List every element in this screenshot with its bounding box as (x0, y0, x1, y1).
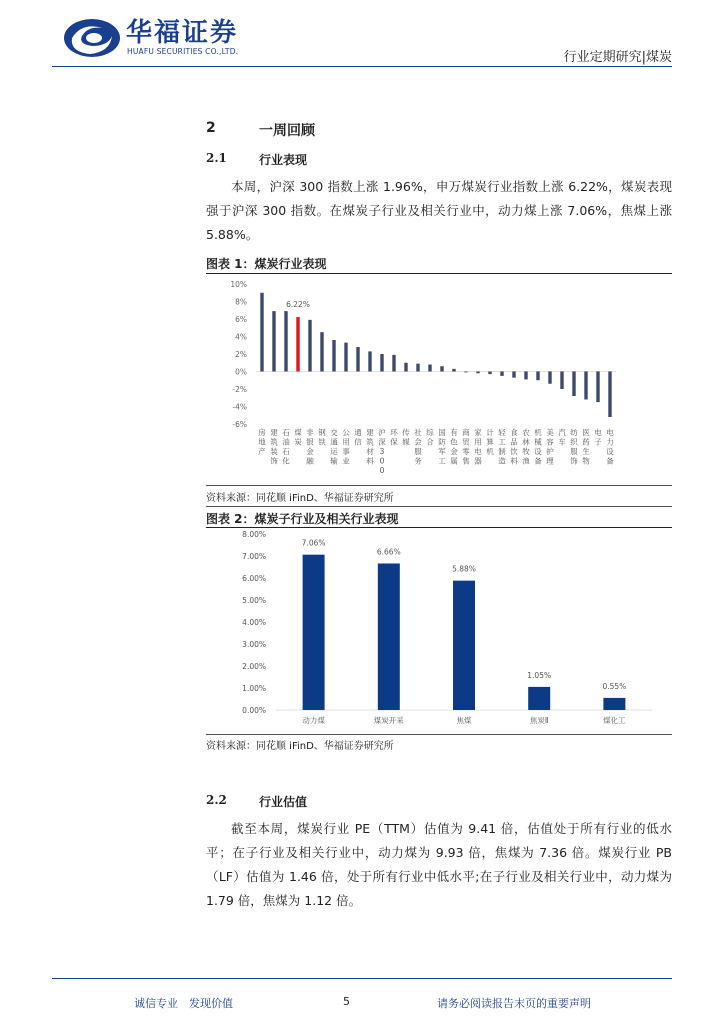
bar-公用事业 (344, 343, 347, 372)
x-tick-label: 汽车 (558, 428, 566, 447)
data-label: 5.88% (452, 564, 476, 574)
x-tick-label: 交通运输 (330, 428, 338, 466)
logo-swirl-icon (62, 16, 122, 60)
x-tick-label: 家用电器 (474, 428, 482, 466)
x-tick-label: 纺织服饰 (570, 428, 578, 466)
x-tick-label: 公用事业 (342, 428, 350, 466)
section-number: 2 (206, 120, 216, 136)
figure2-bottom-rule (206, 734, 672, 735)
logo-text-cn: 华福证券 (126, 18, 239, 48)
bar-计算机 (488, 372, 491, 375)
y-tick-label: 0.00% (242, 706, 266, 715)
x-tick-label: 焦煤 (456, 716, 472, 725)
x-tick-label: 钢铁 (318, 428, 326, 447)
bar-综合 (428, 365, 431, 372)
x-tick-label: 综合 (426, 428, 434, 447)
x-tick-label: 焦炭Ⅱ (529, 716, 549, 725)
bar-通信 (356, 347, 359, 372)
y-tick-label: -6% (232, 420, 247, 429)
bar-非银金融 (308, 320, 311, 372)
x-tick-label: 电子 (594, 428, 602, 447)
y-tick-label: 2.00% (242, 662, 266, 671)
subsection-title: 行业表现 (259, 153, 308, 167)
sub-industry-performance-chart (206, 530, 672, 732)
bar-煤炭 (296, 317, 299, 371)
bar-建筑装饰 (272, 311, 275, 371)
x-tick-label: 房地产 (258, 428, 266, 456)
y-tick-label: 1.00% (242, 684, 266, 693)
bar-石油石化 (284, 311, 287, 371)
x-tick-label: 动力煤 (302, 716, 325, 725)
footer-slogan: 诚信专业 发现价值 (134, 997, 233, 1010)
data-label: 7.06% (301, 538, 326, 548)
paragraph-valuation: 截至本周，煤炭行业 PE（TTM）估值为 9.41 倍，估值处于所有行业的低水平；在子行业及相关行业中，动力煤为 9.93 倍，焦煤为 7.36 倍。煤炭行业 PB（LF）估值为 1.46 倍，处于所有行业中低水平;在子行业及相关行业中，动力煤为 1.79 倍，焦煤为 1.12 倍。 (206, 821, 672, 908)
y-tick-label: 6% (235, 315, 247, 324)
bar-焦炭Ⅱ (528, 687, 550, 710)
x-tick-label: 建筑材料 (366, 428, 374, 466)
x-tick-label: 电力设备 (606, 428, 614, 466)
bar-建筑材料 (368, 351, 371, 371)
paragraph-performance: 本周，沪深 300 指数上涨 1.96%，申万煤炭行业指数上涨 6.22%，煤炭表现强于沪深 300 指数。在煤炭子行业及相关行业中，动力煤上涨 7.06%，焦煤上涨 5.88%。 (206, 179, 672, 242)
bar-医药生物 (584, 372, 587, 400)
x-tick-label: 建筑装饰 (270, 428, 278, 466)
y-tick-label: 5.00% (242, 596, 266, 605)
figure2-source: 资料来源：同花顺 iFinD、华福证券研究所 (206, 741, 394, 752)
page-number: 5 (343, 995, 350, 1008)
bar-煤炭开采 (378, 563, 400, 710)
x-tick-label: 环保 (390, 428, 398, 447)
y-tick-label: 8.00% (242, 530, 266, 539)
bar-家用电器 (476, 372, 479, 374)
x-tick-label: 社会服务 (414, 428, 422, 466)
x-tick-label: 非银金融 (306, 428, 314, 466)
x-tick-label: 煤炭 (294, 428, 302, 447)
x-tick-label: 有色金属 (450, 428, 458, 466)
y-tick-label: 8% (235, 297, 247, 307)
subsection-number: 2.1 (206, 151, 227, 165)
x-tick-label: 计算机 (486, 428, 494, 456)
report-type: 行业定期研究|煤炭 (563, 50, 672, 65)
industry-performance-chart (206, 276, 672, 484)
x-tick-label: 美容护理 (546, 428, 554, 466)
bar-沪深300 (380, 354, 383, 372)
data-label: 6.66% (376, 547, 401, 557)
footer-divider (52, 978, 672, 979)
data-label: 6.22% (286, 300, 310, 310)
figure1-source: 资料来源：同花顺 iFinD、华福证券研究所 (206, 493, 394, 504)
subsection-number-2: 2.2 (206, 793, 227, 807)
x-tick-label: 机械设备 (534, 428, 542, 466)
x-tick-label: 煤炭开采 (373, 716, 404, 725)
bar-汽车 (560, 372, 563, 390)
bar-纺织服饰 (572, 372, 575, 397)
bar-电力设备 (608, 372, 611, 418)
x-tick-label: 国防军工 (438, 428, 446, 466)
y-tick-label: 2% (235, 350, 247, 359)
y-tick-label: 0% (235, 367, 247, 377)
y-tick-label: 4% (235, 332, 247, 342)
data-label: 0.55% (602, 681, 627, 691)
bar-煤化工 (603, 698, 625, 710)
bar-传媒 (404, 363, 407, 372)
figure2-title-rule (206, 527, 672, 528)
y-tick-label: 3.00% (242, 640, 266, 649)
bar-交通运输 (332, 340, 335, 372)
x-tick-label: 沪深 3 0 0 (378, 428, 386, 475)
y-tick-label: -2% (232, 385, 247, 394)
footer-disclaimer: 请务必阅读报告末页的重要声明 (437, 997, 591, 1010)
x-tick-label: 食品饮料 (510, 428, 518, 466)
bar-农林牧渔 (524, 372, 527, 380)
bar-有色金属 (452, 369, 455, 372)
bar-食品饮料 (512, 372, 515, 378)
bar-电子 (596, 372, 599, 403)
bar-钢铁 (320, 332, 323, 371)
figure1-top-rule (206, 273, 672, 274)
figure1-title: 图表 1：煤炭行业表现 (206, 257, 327, 271)
x-tick-label: 煤化工 (603, 716, 626, 725)
figure2-title: 图表 2：煤炭子行业及相关行业表现 (206, 512, 399, 526)
bar-动力煤 (303, 555, 325, 710)
bar-房地产 (260, 293, 263, 372)
subsection-title-2: 行业估值 (259, 795, 308, 809)
x-tick-label: 轻工制造 (498, 428, 506, 466)
figure2-top-rule (206, 506, 672, 507)
section-title: 一周回顾 (259, 123, 315, 139)
y-tick-label: 10% (230, 280, 247, 289)
y-tick-label: 7.00% (242, 552, 266, 561)
y-tick-label: 6.00% (242, 574, 266, 583)
bar-商贸零售 (464, 372, 467, 373)
logo-text-en: HUAFU SECURITIES CO.,LTD. (127, 47, 239, 56)
x-tick-label: 医药生物 (582, 428, 590, 466)
bar-美容护理 (548, 372, 551, 384)
bar-焦煤 (453, 581, 475, 710)
header-divider (52, 66, 672, 67)
data-label: 1.05% (527, 670, 552, 680)
bar-环保 (392, 355, 395, 372)
y-tick-label: 4.00% (242, 618, 266, 627)
x-tick-label: 石油石化 (282, 428, 290, 466)
bar-轻工制造 (500, 372, 503, 376)
bar-机械设备 (536, 372, 539, 381)
x-tick-label: 农林牧渔 (522, 428, 530, 466)
bar-国防军工 (440, 366, 443, 371)
x-tick-label: 商贸零售 (462, 428, 470, 466)
bar-社会服务 (416, 364, 419, 372)
x-tick-label: 传媒 (402, 428, 410, 447)
x-tick-label: 通信 (354, 428, 362, 447)
figure1-bottom-rule (206, 485, 672, 486)
y-tick-label: -4% (232, 402, 247, 412)
